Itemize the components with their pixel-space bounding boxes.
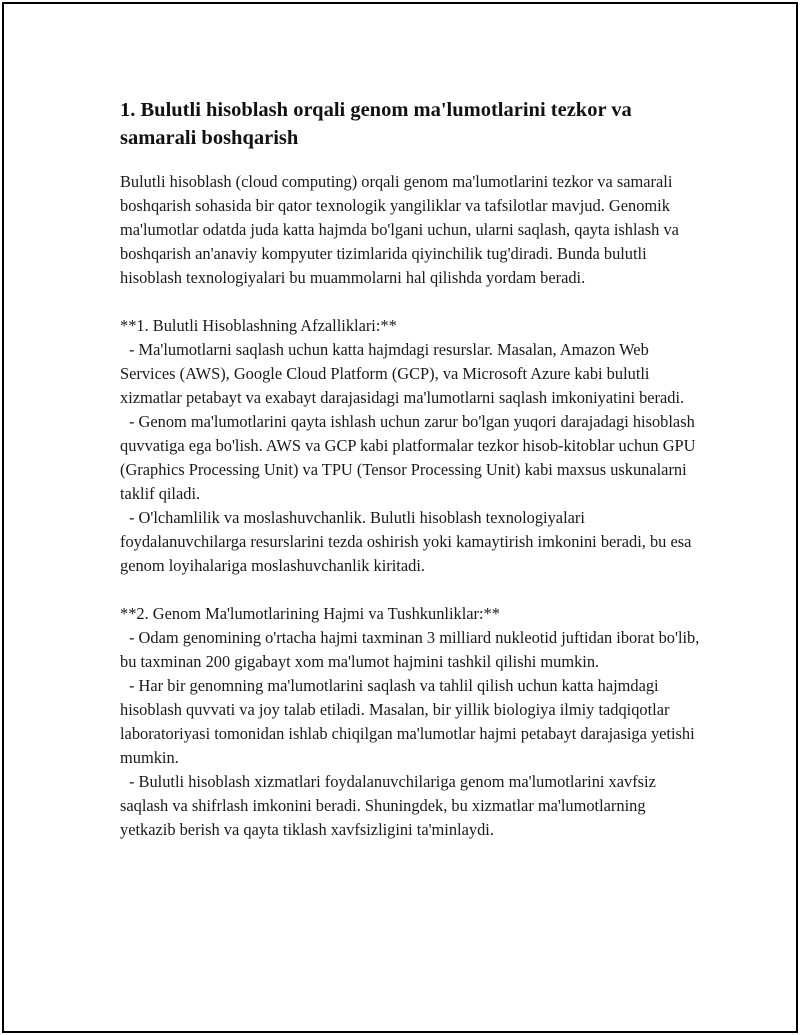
section-heading: **1. Bulutli Hisoblashning Afzalliklari:**: [120, 316, 397, 335]
intro-paragraph: Bulutli hisoblash (cloud computing) orqali genom ma'lumotlarini tezkor va samarali boshqarish sohasida bir qator texnologik yangiliklar va tafsilotlar mavjud. Genomik ma'lumotlar odatda juda katta hajmda bo'lgani uchun, ularni saqlash, qayta ishlash va boshqarish an'anaviy kompyuter tizimlarida qiyinchilik tug'diradi. Bunda bulutli hisoblash texnologiyalari bu muammolarni hal qilishda yordam beradi.: [120, 172, 679, 287]
list-item: - O'lchamlilik va moslashuvchanlik. Bulutli hisoblash texnologiyalari foydalanuvchilarga resurslarini tezda oshirish yoki kamaytirish imkonini beradi, bu esa genom loyihalariga moslashuvchanlik kiritadi.: [120, 508, 692, 575]
page-frame: [2, 2, 798, 1033]
list-item: - Har bir genomning ma'lumotlarini saqlash va tahlil qilish uchun katta hajmdagi hisoblash quvvati va joy talab etiladi. Masalan, bir yillik biologiya ilmiy tadqiqotlar laboratoriyasi tomonidan ishlab chiqilgan ma'lumotlar hajmi petabayt darajasiga yetishi mumkin.: [120, 676, 695, 767]
section-advantages: [120, 314, 700, 578]
section-data-volume: [120, 602, 700, 842]
list-item: - Genom ma'lumotlarini qayta ishlash uchun zarur bo'lgan yuqori darajadagi hisoblash quvvatiga ega bo'lish. AWS va GCP kabi platformalar tezkor hisob-kitoblar uchun GPU (Graphics Processing Unit) va TPU (Tensor Processing Unit) kabi maxsus uskunalarni taklif qiladi.: [120, 412, 696, 503]
section-heading: **2. Genom Ma'lumotlarining Hajmi va Tushkunliklar:**: [120, 604, 500, 623]
document-title: 1. Bulutli hisoblash orqali genom ma'lumotlarini tezkor va samarali boshqarish: [120, 99, 632, 149]
list-item: - Ma'lumotlarni saqlash uchun katta hajmdagi resurslar. Masalan, Amazon Web Services (AWS), Google Cloud Platform (GCP), va Microsoft Azure kabi bulutli xizmatlar petabayt va exabayt darajasidagi ma'lumotlarni saqlash imkoniyatini beradi.: [120, 340, 685, 407]
list-item: - Odam genomining o'rtacha hajmi taxminan 3 milliard nukleotid juftidan iborat bo'lib, bu taxminan 200 gigabayt xom ma'lumot hajmini tashkil qilishi mumkin.: [120, 628, 700, 671]
list-item: - Bulutli hisoblash xizmatlari foydalanuvchilariga genom ma'lumotlarini xavfsiz saqlash va shifrlash imkonini beradi. Shuningdek, bu xizmatlar ma'lumotlarning yetkazib berish va qayta tiklash xavfsizligini ta'minlaydi.: [120, 772, 656, 839]
paragraph-gap: [120, 290, 700, 314]
paragraph-gap: [120, 578, 700, 602]
document-body: [120, 96, 700, 842]
